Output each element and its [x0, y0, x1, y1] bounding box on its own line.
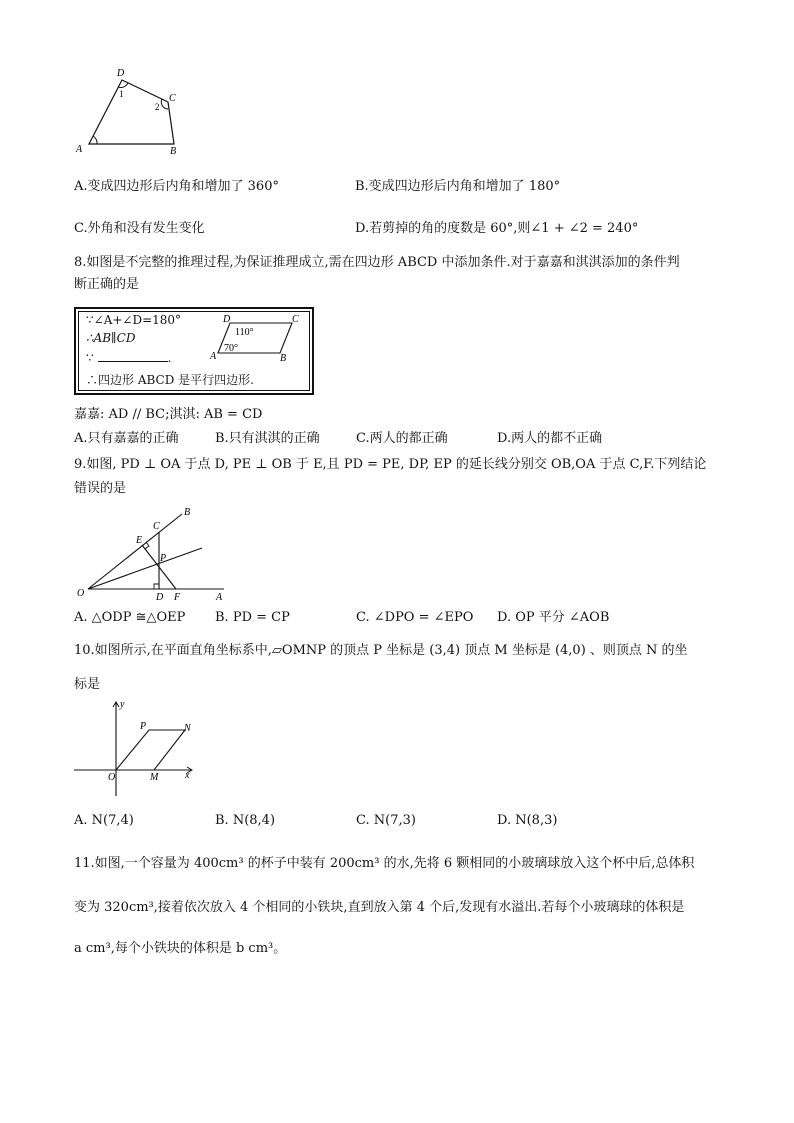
label-p: P [140, 721, 147, 732]
label-o: O [77, 588, 85, 599]
q9-angle-bisector-figure [74, 506, 234, 602]
q8-parallelogram-figure [210, 311, 306, 363]
right-angle-d [154, 584, 159, 589]
label-n: N [184, 723, 191, 734]
angle-a-arc [93, 136, 97, 144]
label-b: B [170, 146, 177, 156]
label-d: D [117, 68, 125, 79]
label-y: y [120, 699, 125, 710]
q8-option-a: A.只有嘉嘉的正确 [74, 431, 179, 446]
label-c: C [169, 93, 176, 104]
ray-op [88, 548, 202, 589]
because-symbol: ∵ [86, 351, 94, 365]
label-a: A [210, 351, 217, 362]
quadrilateral-shape [89, 80, 174, 144]
q10-option-c: C. N(7,3) [356, 813, 416, 828]
q10-option-a: A. N(7,4) [74, 813, 134, 828]
q11-line2: 变为 320cm³,接着依次放入 4 个相同的小铁块,直到放入第 4 个后,发现有水溢出.若每个小玻璃球的体积是 [74, 900, 685, 915]
box-line-3 [86, 351, 171, 365]
q10-stem-line1: 10.如图所示,在平面直角坐标系中,▱OMNP 的顶点 P 坐标是 (3,4) 顶点 M 坐标是 (4,0) 、则顶点 N 的坐 [74, 643, 688, 658]
label-b: B [184, 507, 191, 518]
q9-option-a: A. △ODP ≅△OEP [74, 610, 186, 625]
q10-option-d: D. N(8,3) [497, 813, 558, 828]
q7-option-c: C.外角和没有发生变化 [74, 221, 205, 236]
q8-stem-line2: 断正确的是 [74, 277, 140, 292]
q10-option-b: B. N(8,4) [215, 813, 276, 828]
label-d: D [156, 592, 164, 602]
q7-quadrilateral-figure [70, 64, 190, 156]
q8-conditions: 嘉嘉: AD // BC;淇淇: AB = CD [74, 407, 263, 422]
label-angle-70: 70° [224, 343, 238, 354]
label-a: A [216, 592, 223, 602]
blank-line [98, 351, 168, 362]
q9-option-b: B. PD = CP [215, 610, 290, 625]
q9-option-c: C. ∠DPO = ∠EPO [356, 610, 474, 625]
label-f: F [174, 592, 181, 602]
label-m: M [150, 772, 159, 783]
q9-stem-line1: 9.如图, PD ⊥ OA 于点 D, PE ⊥ OB 于 E,且 PD = PE, DP, EP 的延长线分别交 OB,OA 于点 C,F.下列结论 [74, 457, 707, 472]
label-p: P [160, 553, 167, 564]
q8-option-c: C.两人的都正确 [356, 431, 448, 446]
q8-option-d: D.两人的都不正确 [497, 431, 603, 446]
blank-end: . [167, 351, 172, 365]
label-angle-110: 110° [235, 327, 254, 338]
box-line-2: ∴AB∥CD [86, 331, 136, 345]
q8-reasoning-box [74, 307, 314, 395]
label-b: B [280, 353, 287, 363]
box-line-1: ∵∠A+∠D=180° [86, 313, 182, 327]
label-c: C [292, 314, 299, 325]
q8-stem-line1: 8.如图是不完整的推理过程,为保证推理成立,需在四边形 ABCD 中添加条件.对于嘉嘉和淇淇添加的条件判 [74, 255, 680, 270]
label-angle-2: 2 [155, 102, 160, 112]
q9-option-d: D. OP 平分 ∠AOB [497, 610, 610, 625]
q10-coordinate-figure [74, 698, 198, 798]
label-d: D [223, 314, 231, 325]
label-a: A [76, 144, 83, 155]
q11-line1: 11.如图,一个容量为 400cm³ 的杯子中装有 200cm³ 的水,先将 6 颗相同的小玻璃球放入这个杯中后,总体积 [74, 856, 695, 871]
label-angle-1: 1 [119, 89, 124, 99]
q7-option-b: B.变成四边形后内角和增加了 180° [355, 179, 561, 194]
box-line-4: ∴四边形 ABCD 是平行四边形. [86, 373, 254, 387]
label-x: x [185, 770, 190, 781]
label-c: C [153, 521, 160, 532]
q8-option-b: B.只有淇淇的正确 [215, 431, 320, 446]
parallelogram-omnp [116, 730, 185, 770]
q7-option-a: A.变成四边形后内角和增加了 360° [74, 179, 279, 194]
q11-line3: a cm³,每个小铁块的体积是 b cm³。 [74, 941, 287, 956]
q10-stem-line2: 标是 [74, 677, 101, 692]
label-e: E [136, 535, 143, 546]
q7-option-d: D.若剪掉的角的度数是 60°,则∠1 + ∠2 = 240° [355, 221, 639, 236]
q9-stem-line2: 错误的是 [74, 481, 127, 496]
label-o: O [108, 772, 116, 783]
